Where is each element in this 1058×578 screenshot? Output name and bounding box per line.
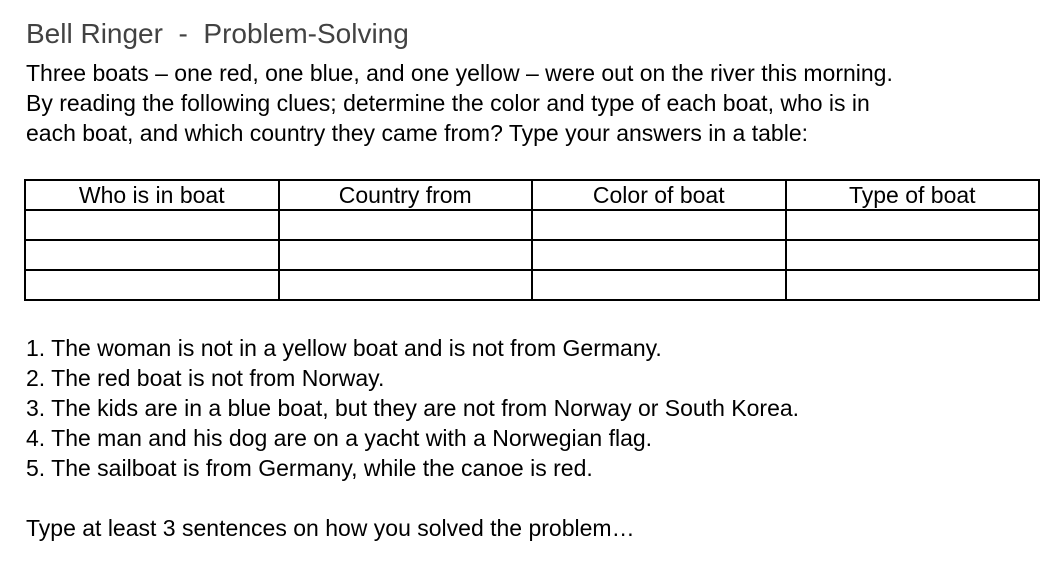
- intro-line: Three boats – one red, one blue, and one yellow – were out on the river this morning.: [26, 60, 893, 86]
- intro-line: By reading the following clues; determine the color and type of each boat, who is in: [26, 90, 870, 116]
- clue-item: 1. The woman is not in a yellow boat and is not from Germany.: [26, 335, 662, 361]
- page-title: Bell Ringer - Problem-Solving: [26, 18, 409, 49]
- table-cell[interactable]: [532, 210, 786, 240]
- table-cell[interactable]: [786, 240, 1040, 270]
- clue-item: 5. The sailboat is from Germany, while the canoe is red.: [26, 455, 593, 481]
- intro-paragraph: [26, 58, 1036, 148]
- writing-prompt: Type at least 3 sentences on how you solved the problem…: [26, 515, 635, 541]
- intro-line: each boat, and which country they came from? Type your answers in a table:: [26, 120, 808, 146]
- table-cell[interactable]: [279, 240, 533, 270]
- table-cell[interactable]: [279, 270, 533, 300]
- header-color-of-boat: Color of boat: [532, 180, 786, 210]
- clue-list: [26, 333, 799, 483]
- table-row: [25, 270, 1039, 300]
- clue-item: 2. The red boat is not from Norway.: [26, 365, 385, 391]
- clue-item: 3. The kids are in a blue boat, but they are not from Norway or South Korea.: [26, 395, 800, 421]
- table-cell[interactable]: [25, 270, 279, 300]
- header-country-from: Country from: [279, 180, 533, 210]
- header-type-of-boat: Type of boat: [786, 180, 1040, 210]
- table-cell[interactable]: [786, 270, 1040, 300]
- table-row: [25, 240, 1039, 270]
- table-cell[interactable]: [25, 240, 279, 270]
- table-header-row: [25, 180, 1039, 210]
- table-cell[interactable]: [532, 270, 786, 300]
- table-cell[interactable]: [786, 210, 1040, 240]
- table-cell[interactable]: [279, 210, 533, 240]
- answer-table: [24, 179, 1040, 301]
- table-cell[interactable]: [25, 210, 279, 240]
- table-cell[interactable]: [532, 240, 786, 270]
- table-row: [25, 210, 1039, 240]
- clue-item: 4. The man and his dog are on a yacht with a Norwegian flag.: [26, 425, 653, 451]
- header-who-is-in-boat: Who is in boat: [25, 180, 279, 210]
